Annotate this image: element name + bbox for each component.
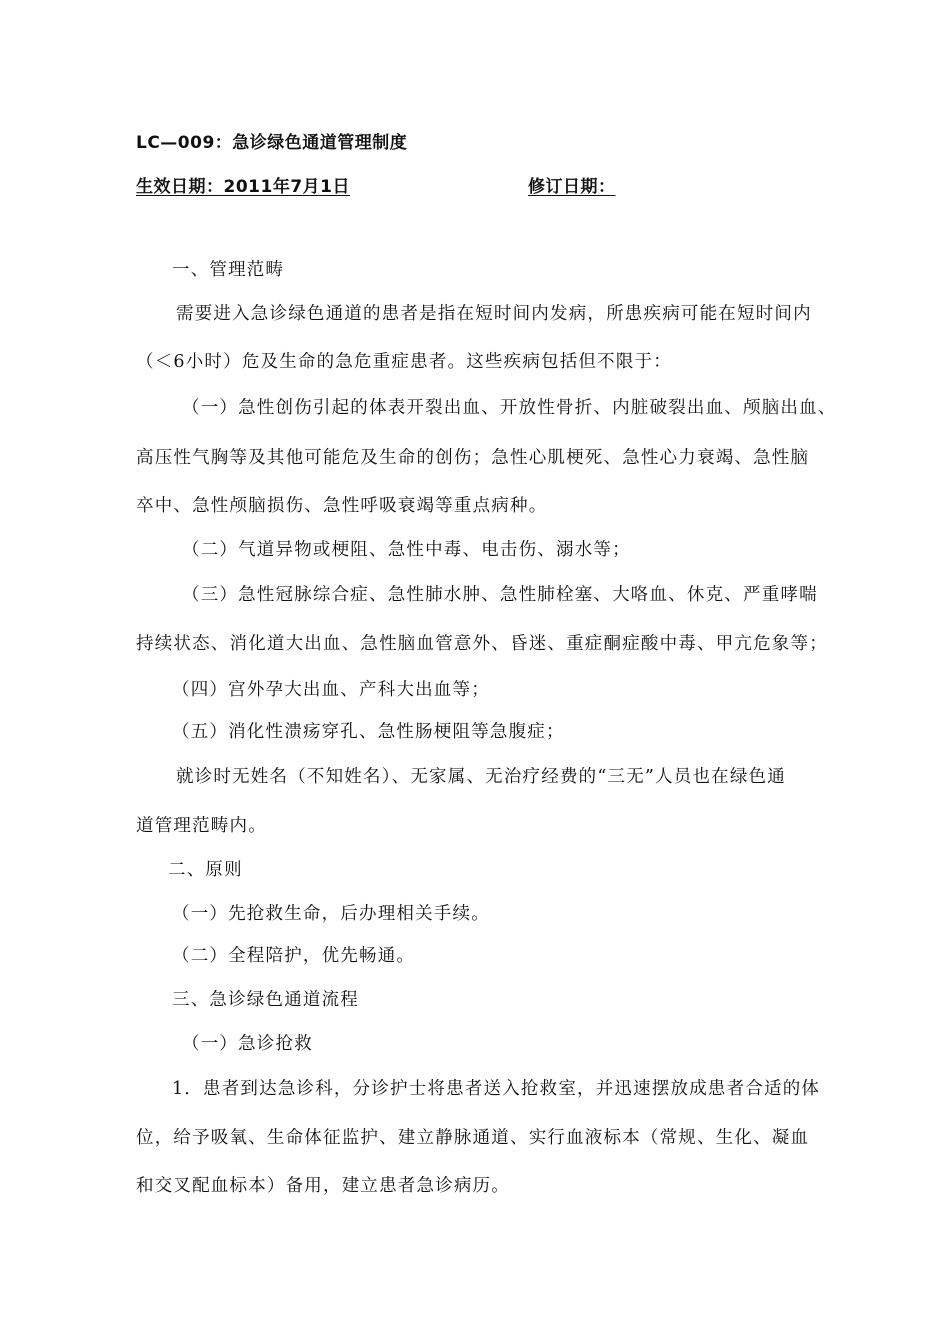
document-title: LC—009：急诊绿色通道管理制度 [136,133,408,153]
section-heading-process: 三、急诊绿色通道流程 [172,990,359,1010]
subsection-heading: （一）急诊抢救 [182,1034,313,1054]
effective-date: 生效日期：2011年7月1日 [136,177,350,197]
paragraph-line: 持续状态、消化道大出血、急性脑血管意外、昏迷、重症酮症酸中毒、甲亢危象等； [136,634,828,654]
paragraph-line: （一）急性创伤引起的体表开裂出血、开放性骨折、内脏破裂出血、颅脑出血、 [182,398,837,418]
paragraph-line: 需要进入急诊绿色通道的患者是指在短时间内发病，所患疾病可能在短时间内 [176,304,812,324]
paragraph-line: 和交叉配血标本）备用，建立患者急诊病历。 [136,1176,510,1196]
paragraph-line: （二）全程陪护，优先畅通。 [172,946,416,966]
paragraph-line: 道管理范畴内。 [136,816,267,836]
date-line [136,172,623,197]
paragraph-line: （二）气道异物或梗阻、急性中毒、电击伤、溺水等； [182,540,631,560]
paragraph-line: （＜6小时）危及生命的急危重症患者。这些疾病包括但不限于： [136,352,672,372]
paragraph-line: （一）先抢救生命，后办理相关手续。 [172,904,490,924]
paragraph-line: 位，给予吸氧、生命体征监护、建立静脉通道、实行血液标本（常规、生化、凝血 [136,1128,810,1148]
paragraph-line: 卒中、急性颅脑损伤、急性呼吸衰竭等重点病种。 [136,496,548,516]
section-heading-scope: 一、管理范畴 [172,260,285,280]
paragraph-line: （三）急性冠脉综合症、急性肺水肿、急性肺栓塞、大咯血、休克、严重哮喘 [182,585,818,605]
paragraph-line: 高压性气胸等及其他可能危及生命的创伤；急性心肌梗死、急性心力衰竭、急性脑 [136,448,810,468]
section-heading-principles: 二、原则 [168,860,243,880]
paragraph-line: 1．患者到达急诊科，分诊护士将患者送入抢救室，并迅速摆放成患者合适的体 [172,1079,821,1099]
paragraph-line: 就诊时无姓名（不知姓名）、无家属、无治疗经费的“三无”人员也在绿色通 [176,767,786,787]
revision-date: 修订日期： [527,177,616,197]
paragraph-line: （五）消化性溃疡穿孔、急性肠梗阻等急腹症； [172,722,565,742]
paragraph-line: （四）宫外孕大出血、产科大出血等； [172,680,490,700]
